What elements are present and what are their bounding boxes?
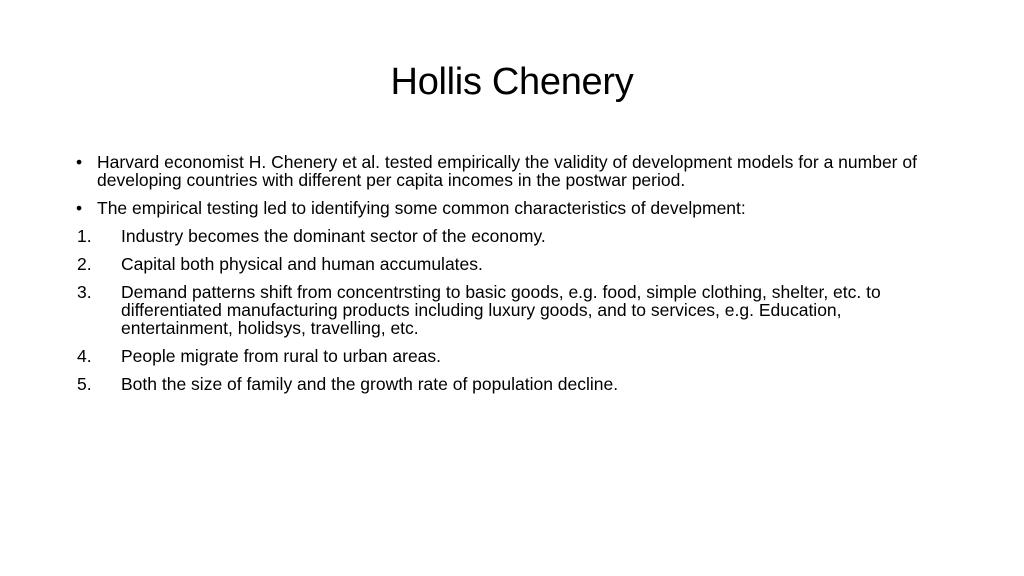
numbered-item [74,255,954,273]
bullet-item [74,153,954,189]
bullet-item [74,199,954,217]
numbered-item [74,347,954,365]
bullet-text: The empirical testing led to identifying some common characteristics of develpment: [97,198,746,218]
bullet-marker: • [76,152,83,172]
numbered-item [74,227,954,245]
numbered-text: Industry becomes the dominant sector of the economy. [121,226,546,246]
numbered-item [74,283,954,337]
number-marker: 2. [77,254,92,274]
number-marker: 5. [77,374,92,394]
slide-body [74,153,954,403]
bullet-marker: • [76,198,83,218]
number-marker: 1. [77,226,92,246]
numbered-text: Both the size of family and the growth rate of population decline. [121,374,619,394]
number-marker: 3. [77,282,92,302]
numbered-text: People migrate from rural to urban areas. [121,346,442,366]
numbered-item [74,375,954,393]
numbered-text: Capital both physical and human accumulates. [121,254,483,274]
slide-title: Hollis Chenery [390,61,634,103]
numbered-text: Demand patterns shift from concentrsting to basic goods, e.g. food, simple clothing, shelter, etc. to differentiated manufacturing products including luxury goods, and to services, e.g. Education, entertainment, holidsys, travelling, etc. [121,282,881,338]
bullet-text: Harvard economist H. Chenery et al. tested empirically the validity of development models for a number of developing countries with different per capita incomes in the postwar period. [97,152,917,190]
number-marker: 4. [77,346,92,366]
